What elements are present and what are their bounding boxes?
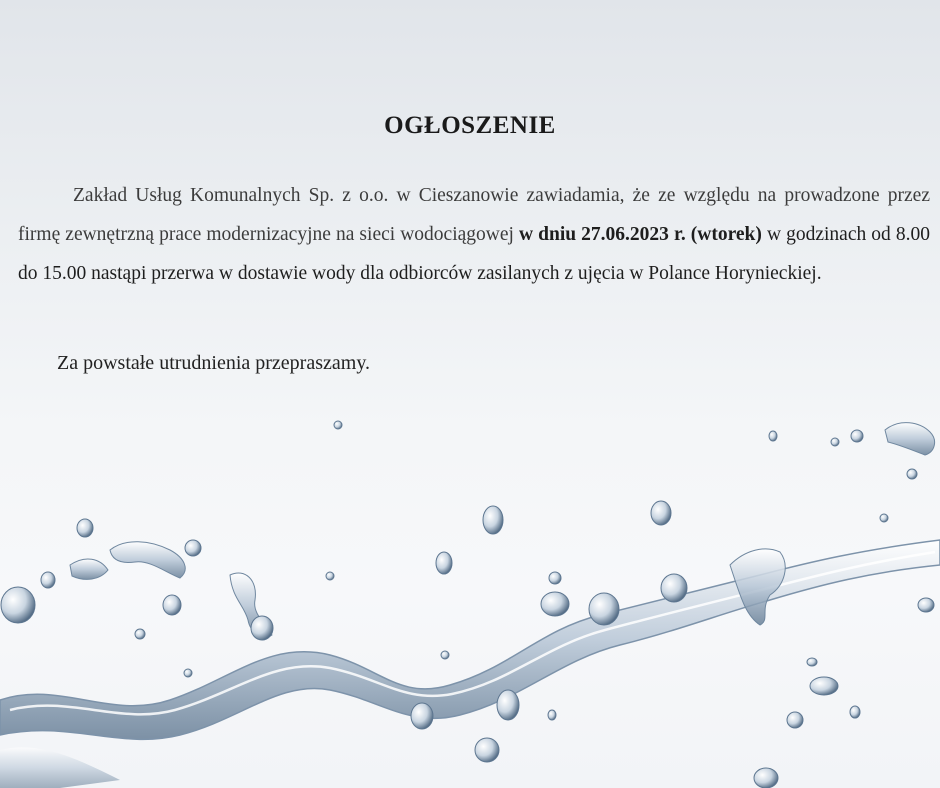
water-lower-flow — [0, 747, 120, 788]
apology-text: Za powstałe utrudnienia przepraszamy. — [57, 352, 371, 374]
announcement-body — [18, 176, 930, 293]
left-splash-2 — [70, 559, 108, 579]
water-stream — [0, 540, 940, 739]
top-right-splash — [885, 423, 935, 455]
water-splash-image — [0, 400, 940, 788]
announcement-title: OGŁOSZENIE — [384, 112, 556, 139]
body-intro: Zakład Usług Komunalnych Sp. z o.o. w Cieszanowie zawiadamia, że ze względu na prowadzone przez firmę zewnętrzną prace modernizacyjne na sieci wodociągowej — [18, 185, 930, 245]
right-splash — [730, 549, 785, 625]
body-rest: w godzinach od 8.00 do 15.00 nastąpi przerwa w dostawie wody dla odbiorców zasilanych z ujęcia w Polance Horynieckiej. — [18, 224, 930, 284]
body-date: w dniu 27.06.2023 r. (wtorek) — [519, 224, 762, 245]
left-splash — [110, 542, 185, 578]
